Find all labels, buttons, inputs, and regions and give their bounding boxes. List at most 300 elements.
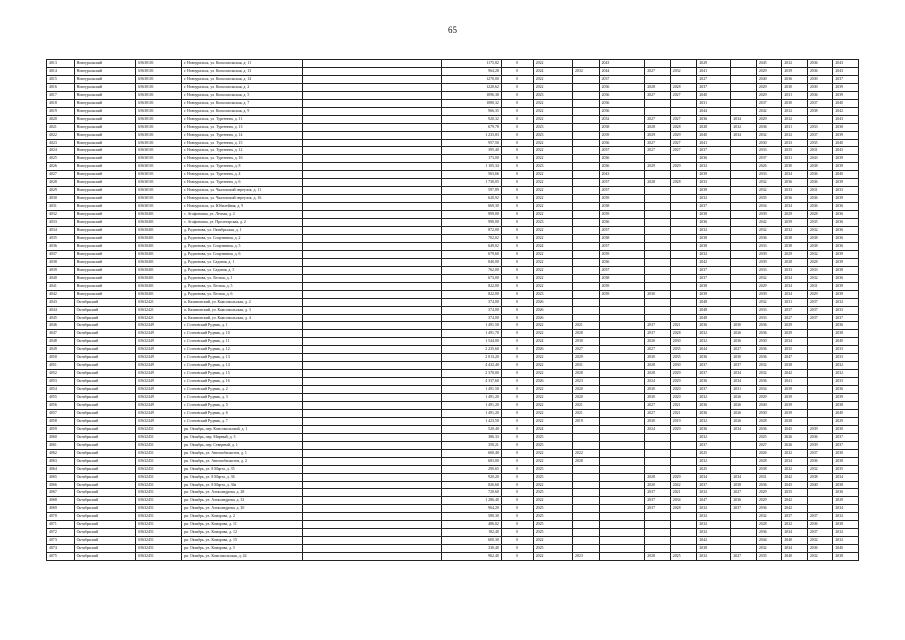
table-cell <box>303 505 442 513</box>
table-cell: 2029 <box>645 163 671 171</box>
table-cell: 2032 <box>782 521 808 529</box>
table-cell: 966,35 <box>442 107 502 115</box>
table-cell: г. Сосновский Рудник, д. 7 <box>181 417 302 425</box>
table-cell <box>670 529 697 537</box>
table-cell: 65632451 <box>136 521 182 529</box>
table-row <box>47 195 859 203</box>
table-cell: Новоуральский <box>74 155 136 163</box>
table-cell <box>573 473 600 481</box>
table-cell: 0 <box>501 417 533 425</box>
table-cell: 2038 <box>599 123 645 131</box>
table-cell <box>731 163 757 171</box>
table-cell: 2035 <box>670 346 697 354</box>
table-cell: 2022 <box>533 75 572 83</box>
table-cell: 2035 <box>807 219 833 227</box>
table-cell: 2036 <box>782 195 808 203</box>
table-cell: 65632449 <box>136 354 182 362</box>
table-cell: Октябрьский <box>74 322 136 330</box>
table-cell: 4016 <box>47 83 75 91</box>
table-cell: 2039 <box>807 425 833 433</box>
table-cell: 65632451 <box>136 481 182 489</box>
table-row <box>47 115 859 123</box>
table-cell: 2047 <box>697 497 731 505</box>
table-cell <box>670 465 697 473</box>
table-cell: 2034 <box>833 473 859 481</box>
table-cell: г. Новоуральск, ул. Комсомольская, д. 5 <box>181 91 302 99</box>
table-cell: 2032 <box>756 545 782 553</box>
table-cell: 2039 <box>599 250 645 258</box>
table-cell: 2028 <box>645 370 671 378</box>
table-cell: 0 <box>501 529 533 537</box>
table-cell: Октябрьский <box>74 489 136 497</box>
table-cell: 2031 <box>697 99 731 107</box>
table-cell: 2036 <box>833 386 859 394</box>
table-row <box>47 91 859 99</box>
table-cell: 65630401 <box>136 250 182 258</box>
table-cell: 2020 <box>670 386 697 394</box>
table-cell: 2032 <box>782 107 808 115</box>
table-cell: 2022 <box>533 187 572 195</box>
table-cell: 2029 <box>756 83 782 91</box>
table-row <box>47 67 859 75</box>
table-row <box>47 179 859 187</box>
table-cell <box>303 481 442 489</box>
table-cell <box>670 219 697 227</box>
table-cell <box>807 394 833 402</box>
table-cell: 2039 <box>833 131 859 139</box>
table-cell: 2036 <box>807 171 833 179</box>
table-cell: 2032 <box>807 227 833 235</box>
table-row <box>47 131 859 139</box>
table-cell <box>573 242 600 250</box>
table-cell: 2039 <box>599 211 645 219</box>
table-cell <box>303 274 442 282</box>
table-cell: 4043 <box>47 298 75 306</box>
table-cell: 2029 <box>670 370 697 378</box>
table-cell: г. Новоуральск, ул. Тургенева, д. 12 <box>181 147 302 155</box>
table-cell: 2033 <box>756 266 782 274</box>
table-cell <box>670 513 697 521</box>
table-cell: рп. Октябрь, пер. Комсомольский, д. 1 <box>181 425 302 433</box>
table-cell: 2033 <box>833 306 859 314</box>
table-cell: 2028 <box>670 179 697 187</box>
table-cell: рп. Октябрь, ул. Комарова, д. 11 <box>181 521 302 529</box>
table-cell: 2025 <box>697 465 731 473</box>
table-cell <box>731 211 757 219</box>
table-cell: 2027 <box>645 91 671 99</box>
table-cell: 2022 <box>533 401 572 409</box>
table-cell: 4032 <box>47 211 75 219</box>
table-cell: 2039 <box>782 219 808 227</box>
table-cell: 1 491,50 <box>442 386 502 394</box>
table-cell: 65632451 <box>136 489 182 497</box>
table-cell: 2027 <box>645 115 671 123</box>
table-cell: Октябрьский <box>74 314 136 322</box>
table-cell: 2028 <box>756 457 782 465</box>
table-cell: 822,00 <box>442 282 502 290</box>
table-cell: 2037 <box>645 322 671 330</box>
table-cell: 4074 <box>47 545 75 553</box>
table-cell: 2038 <box>697 545 731 553</box>
table-cell <box>731 179 757 187</box>
table-cell: Новоуральский <box>74 115 136 123</box>
table-cell: 2032 <box>670 67 697 75</box>
table-cell: 2036 <box>697 322 731 330</box>
table-cell <box>731 187 757 195</box>
table-cell: 2032 <box>756 227 782 235</box>
table-cell: 2040 <box>782 553 808 561</box>
table-row <box>47 553 859 561</box>
table-row <box>47 163 859 171</box>
table-cell: 4056 <box>47 401 75 409</box>
table-cell: 2037 <box>833 75 859 83</box>
table-cell: 2034 <box>782 203 808 211</box>
table-cell <box>645 537 671 545</box>
table-cell: 65630101 <box>136 155 182 163</box>
table-cell: 2043 <box>833 67 859 75</box>
table-cell <box>303 545 442 553</box>
table-cell: 2022 <box>533 386 572 394</box>
table-cell: 2034 <box>782 457 808 465</box>
table-cell <box>670 258 697 266</box>
table-cell: 920,32 <box>442 115 502 123</box>
table-cell: 964,20 <box>442 505 502 513</box>
table-cell: 65630101 <box>136 131 182 139</box>
table-cell: 2021 <box>670 489 697 497</box>
table-cell: 2022 <box>533 211 572 219</box>
table-cell <box>807 505 833 513</box>
table-cell: 2044 <box>756 537 782 545</box>
table-cell: 4025 <box>47 155 75 163</box>
table-cell: 2022 <box>533 330 572 338</box>
table-cell <box>303 497 442 505</box>
table-cell: Октябрьский <box>74 433 136 441</box>
table-cell <box>303 338 442 346</box>
table-cell: 2031 <box>807 282 833 290</box>
table-cell: 65632451 <box>136 513 182 521</box>
table-cell: 2031 <box>756 473 782 481</box>
table-cell: 2022 <box>533 354 572 362</box>
table-cell: 65632421 <box>136 314 182 322</box>
table-cell <box>303 457 442 465</box>
table-cell: 2028 <box>645 553 671 561</box>
table-cell: 2032 <box>807 537 833 545</box>
table-row <box>47 505 859 513</box>
table-cell: Новоуральский <box>74 91 136 99</box>
table-cell: г. Новоуральск, ул. Комсомольская, д. 7 <box>181 99 302 107</box>
table-cell: 2039 <box>756 258 782 266</box>
table-cell: 2034 <box>731 425 757 433</box>
table-cell: 386,33 <box>442 433 502 441</box>
table-cell: 2032 <box>782 60 808 68</box>
table-cell <box>670 211 697 219</box>
table-cell: 2038 <box>833 481 859 489</box>
table-cell: 4049 <box>47 346 75 354</box>
table-cell: 0 <box>501 282 533 290</box>
table-cell <box>303 139 442 147</box>
table-cell: 65630101 <box>136 107 182 115</box>
table-cell: 2030 <box>782 99 808 107</box>
table-cell: 2025 <box>533 433 572 441</box>
table-cell: 2022 <box>533 537 572 545</box>
table-cell: 2033 <box>782 139 808 147</box>
table-row <box>47 545 859 553</box>
table-cell <box>303 465 442 473</box>
table-cell: 2039 <box>599 282 645 290</box>
table-cell: п. Калиновский, ул. Комсомольская, д. 3 <box>181 306 302 314</box>
table-cell: 4038 <box>47 258 75 266</box>
table-cell: 65632451 <box>136 473 182 481</box>
table-cell: 2042 <box>756 219 782 227</box>
table-cell: 4 337,60 <box>442 378 502 386</box>
table-cell: 2030 <box>807 75 833 83</box>
table-cell: 2032 <box>782 449 808 457</box>
table-cell: 1 491,50 <box>442 322 502 330</box>
table-cell: 2032 <box>807 250 833 258</box>
table-cell: 2039 <box>782 386 808 394</box>
table-row <box>47 290 859 298</box>
table-cell: 65630101 <box>136 67 182 75</box>
table-cell <box>670 60 697 68</box>
table-cell <box>731 258 757 266</box>
table-cell: 4035 <box>47 234 75 242</box>
table-cell <box>645 282 671 290</box>
table-cell <box>731 147 757 155</box>
table-cell: 65630101 <box>136 115 182 123</box>
table-cell: 4068 <box>47 497 75 505</box>
table-cell: 2033 <box>756 171 782 179</box>
table-cell <box>303 203 442 211</box>
table-cell: 2032 <box>697 250 731 258</box>
table-cell: 2041 <box>697 67 731 75</box>
table-cell: 0 <box>501 346 533 354</box>
table-cell <box>670 290 697 298</box>
table-cell: 2030 <box>645 354 671 362</box>
table-cell: 2038 <box>697 242 731 250</box>
table-cell: Октябрьский <box>74 505 136 513</box>
table-cell: 1 491,20 <box>442 401 502 409</box>
table-cell: 2036 <box>697 401 731 409</box>
table-row <box>47 227 859 235</box>
table-cell: 4026 <box>47 163 75 171</box>
table-cell: 0 <box>501 179 533 187</box>
table-cell: 0 <box>501 203 533 211</box>
table-cell: 0 <box>501 362 533 370</box>
table-cell: 2026 <box>756 449 782 457</box>
table-cell: 2037 <box>782 306 808 314</box>
table-cell: 2039 <box>756 211 782 219</box>
table-cell: 2037 <box>697 147 731 155</box>
table-cell: 2030 <box>756 139 782 147</box>
table-cell: 1080,32 <box>442 99 502 107</box>
table-cell: 2037 <box>697 386 731 394</box>
table-cell <box>645 171 671 179</box>
table-cell: 2023 <box>533 290 572 298</box>
table-cell <box>573 195 600 203</box>
table-cell: 1175,82 <box>442 60 502 68</box>
table-cell <box>573 250 600 258</box>
table-row <box>47 306 859 314</box>
table-cell: 2022 <box>533 147 572 155</box>
table-cell: 2037 <box>731 362 757 370</box>
table-cell: 2032 <box>573 67 600 75</box>
table-cell: 2031 <box>573 362 600 370</box>
table-cell: 2043 <box>833 147 859 155</box>
table-cell <box>645 457 671 465</box>
table-cell: 2022 <box>533 409 572 417</box>
table-cell: 2026 <box>533 298 572 306</box>
table-cell: 1 491,70 <box>442 330 502 338</box>
table-cell: 2047 <box>782 354 808 362</box>
table-cell: 2029 <box>756 115 782 123</box>
table-cell: 2032 <box>756 274 782 282</box>
table-cell: 65632451 <box>136 465 182 473</box>
table-cell: 4028 <box>47 179 75 187</box>
table-cell <box>599 545 645 553</box>
table-cell: 2026 <box>731 330 757 338</box>
table-cell: 65632449 <box>136 362 182 370</box>
table-cell: Новоуральский <box>74 234 136 242</box>
table-row <box>47 250 859 258</box>
table-row <box>47 242 859 250</box>
table-cell: г. Новоуральск, ул. Тургенева, д. 11 <box>181 115 302 123</box>
table-cell: 4044 <box>47 306 75 314</box>
table-cell <box>645 155 671 163</box>
table-cell: 2036 <box>697 155 731 163</box>
table-cell <box>303 441 442 449</box>
table-row <box>47 99 859 107</box>
table-cell: 2036 <box>756 322 782 330</box>
table-cell: г. Новоуральск, ул. Комсомольская, д. 2 <box>181 83 302 91</box>
table-cell: 720,60 <box>442 489 502 497</box>
table-cell: 374,00 <box>442 298 502 306</box>
table-cell: г. Новоуральск, ул. Тургенева, д. 6 <box>181 179 302 187</box>
table-cell: 65630101 <box>136 99 182 107</box>
table-cell: г. Сосновский Рудник, д. 16 <box>181 378 302 386</box>
table-cell: 2036 <box>833 489 859 497</box>
table-cell: 2034 <box>731 115 757 123</box>
table-cell: 2039 <box>599 131 645 139</box>
table-cell: 4013 <box>47 60 75 68</box>
table-row <box>47 513 859 521</box>
table-cell: 2024 <box>533 242 572 250</box>
table-cell: 4070 <box>47 513 75 521</box>
table-cell: 2029 <box>697 60 731 68</box>
table-cell: 2035 <box>807 139 833 147</box>
table-cell: с. Агафоновка, ул. Лесная, д. 2 <box>181 211 302 219</box>
table-cell: 2037 <box>599 179 645 187</box>
table-cell: 0 <box>501 378 533 386</box>
table-cell <box>645 107 671 115</box>
housing-register-table <box>46 59 859 561</box>
table-cell: 2042 <box>833 107 859 115</box>
table-cell: 65630401 <box>136 290 182 298</box>
table-cell: Новоуральский <box>74 179 136 187</box>
table-cell: 669,30 <box>442 203 502 211</box>
table-cell: 2030 <box>807 83 833 91</box>
table-cell <box>599 306 645 314</box>
table-cell: 4034 <box>47 227 75 235</box>
table-cell: 2037 <box>697 441 731 449</box>
table-cell: 2028 <box>670 123 697 131</box>
table-cell: 65630101 <box>136 123 182 131</box>
table-cell: 65632449 <box>136 409 182 417</box>
table-cell: 2 370,00 <box>442 370 502 378</box>
table-cell: 2032 <box>833 537 859 545</box>
table-cell: 957,50 <box>442 139 502 147</box>
table-cell: 2027 <box>645 67 671 75</box>
table-cell: 0 <box>501 473 533 481</box>
table-cell <box>731 195 757 203</box>
table-cell <box>573 290 600 298</box>
table-cell: 2039 <box>697 187 731 195</box>
table-cell: 4014 <box>47 67 75 75</box>
table-cell: 2031 <box>731 386 757 394</box>
table-cell: 65630401 <box>136 227 182 235</box>
table-cell: 2039 <box>599 290 645 298</box>
table-cell: 2027 <box>731 346 757 354</box>
table-cell <box>303 386 442 394</box>
table-cell: 0 <box>501 497 533 505</box>
table-cell: Новоуральский <box>74 131 136 139</box>
table-cell: 2032 <box>833 298 859 306</box>
table-cell: 4065 <box>47 473 75 481</box>
table-cell: г. Новоуральск, ул. Чкаловский переулок, д. 16 <box>181 195 302 203</box>
table-cell <box>599 322 645 330</box>
table-cell: 4054 <box>47 386 75 394</box>
table-cell: 0 <box>501 67 533 75</box>
table-cell <box>670 187 697 195</box>
table-cell <box>303 330 442 338</box>
table-cell <box>645 242 671 250</box>
table-cell: рп. Октябрь, ул. Александрова, д. 30 <box>181 505 302 513</box>
table-cell <box>599 489 645 497</box>
table-cell: 2033 <box>782 266 808 274</box>
table-cell: 2045 <box>782 425 808 433</box>
table-cell: 2029 <box>756 489 782 497</box>
table-cell <box>807 346 833 354</box>
table-cell: Новоуральский <box>74 83 136 91</box>
table-cell <box>807 338 833 346</box>
table-cell: 2026 <box>731 409 757 417</box>
table-cell: 2036 <box>807 545 833 553</box>
table-cell: 2037 <box>731 505 757 513</box>
table-cell: 2028 <box>807 211 833 219</box>
table-cell: 2036 <box>756 330 782 338</box>
table-cell: 2044 <box>697 107 731 115</box>
table-cell: 2026 <box>533 346 572 354</box>
table-row <box>47 457 859 465</box>
table-cell <box>303 282 442 290</box>
table-cell: г. Новоуральск, ул. Тургенева, д. 8 <box>181 163 302 171</box>
table-cell: 2022 <box>533 234 572 242</box>
table-cell: 2028 <box>645 83 671 91</box>
table-cell: 2032 <box>756 362 782 370</box>
table-cell: Новоуральский <box>74 67 136 75</box>
table-cell: 2036 <box>599 99 645 107</box>
table-cell: 2042 <box>697 258 731 266</box>
table-cell: 2039 <box>782 394 808 402</box>
table-cell: 2037 <box>807 529 833 537</box>
table-cell <box>731 457 757 465</box>
table-cell: г. Новоуральск, ул. Комсомольская, д. 9 <box>181 107 302 115</box>
table-cell: 2032 <box>807 274 833 282</box>
table-cell: 2026 <box>731 401 757 409</box>
table-cell: 2040 <box>833 171 859 179</box>
table-cell: 2021 <box>573 322 600 330</box>
table-cell: 2020 <box>573 394 600 402</box>
table-cell: 2030 <box>782 163 808 171</box>
